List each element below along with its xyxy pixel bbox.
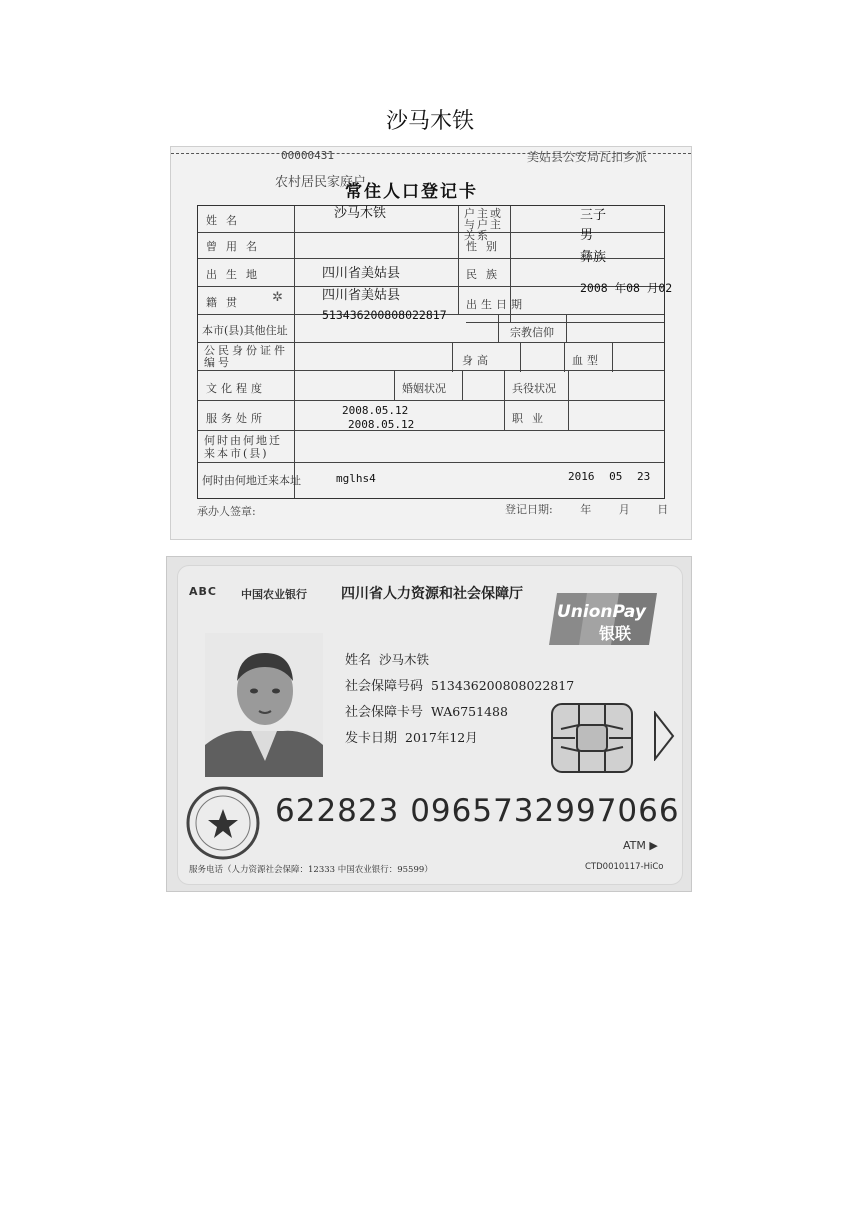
label-name: 姓名 [206, 214, 246, 227]
signer-label: 承办人签章: [197, 505, 256, 518]
label-moved-in: 何时由何地迁来本市(县) [204, 434, 282, 460]
label-relation: 户主或与户主关系 [464, 207, 503, 242]
value-birthplace: 四川省美姑县 [322, 266, 401, 281]
stamp-mark: ✲ [272, 290, 283, 305]
value-ethnicity: 彝族 [580, 250, 607, 265]
field-ss-number: 社会保障号码 513436200808022817 [345, 678, 575, 694]
label-id-number: 公民身份证件编号 [204, 344, 288, 369]
unionpay-logo [549, 587, 659, 651]
social-security-card [166, 556, 692, 892]
label-ethnicity: 民族 [466, 268, 506, 281]
field-card-number: 社会保障卡号 WA6751488 [345, 704, 508, 720]
card-serial: 00000431 [281, 149, 334, 162]
value-date-2: 2008.05.12 [348, 418, 415, 431]
unionpay-cn: 银联 [599, 624, 632, 643]
field-name: 姓名 沙马木铁 [345, 652, 430, 668]
label-occupation: 职业 [512, 412, 552, 425]
value-moved-date: 2016 05 23 [568, 470, 651, 483]
atm-label: ATM ▶ [623, 839, 658, 852]
bank-logo: ABC [189, 585, 217, 598]
bank-name: 中国农业银行 [241, 588, 307, 601]
label-height: 身高 [462, 354, 492, 367]
label-military: 兵役状况 [512, 382, 556, 395]
value-moved-code: mglhs4 [336, 472, 376, 485]
label-other-address: 本市(县)其他住址 [202, 324, 288, 337]
field-issue-date: 发卡日期 2017年12月 [345, 730, 478, 746]
department-name: 四川省人力资源和社会保障厅 [341, 586, 523, 602]
card-issuer: 美姑县公安局瓦扣乡派 [527, 150, 648, 164]
unionpay-en: UnionPay [557, 602, 646, 622]
portrait-photo [205, 633, 323, 777]
label-workplace: 服务处所 [206, 412, 266, 425]
value-birth-date: 2008 年08 月02 [580, 281, 673, 295]
value-relation: 三子 [580, 208, 607, 223]
service-phone: 服务电话（人力资源社会保障：12333 中国农业银行：95599） [189, 865, 433, 875]
label-birth-date: 出生日期 [466, 298, 526, 311]
value-name: 沙马木铁 [334, 206, 387, 221]
label-birthplace: 出生地 [206, 268, 266, 281]
card-model-code: CTD0010117-HiCo [585, 862, 664, 872]
registration-table [197, 205, 673, 499]
label-sex: 性别 [466, 240, 506, 253]
value-native-place: 四川省美姑县 [322, 288, 401, 303]
registration-date-label: 登记日期: 年 月 日 [505, 503, 669, 516]
label-religion: 宗教信仰 [510, 326, 554, 339]
bank-card-number: 622823 0965732997066 [275, 793, 680, 829]
page-title: 沙马木铁 [385, 109, 474, 134]
value-id-number: 513436200808022817 [322, 308, 447, 322]
label-blood-type: 血型 [572, 354, 602, 367]
label-education: 文化程度 [206, 382, 266, 395]
chip-icon [551, 703, 633, 773]
label-native-place: 籍贯 [206, 296, 246, 309]
household-registration-card [170, 146, 692, 540]
household-category: 农村居民家庭户 [275, 175, 367, 190]
value-date-1: 2008.05.12 [342, 404, 409, 417]
label-moved-here: 何时由何地迁来本址 [202, 474, 301, 487]
card-title: 常住人口登记卡 [345, 182, 478, 202]
label-former-name: 曾用名 [206, 240, 266, 253]
value-sex: 男 [580, 228, 594, 243]
label-marital: 婚姻状况 [402, 382, 446, 395]
official-seal-icon [185, 785, 261, 861]
insert-arrow-icon [653, 711, 675, 761]
